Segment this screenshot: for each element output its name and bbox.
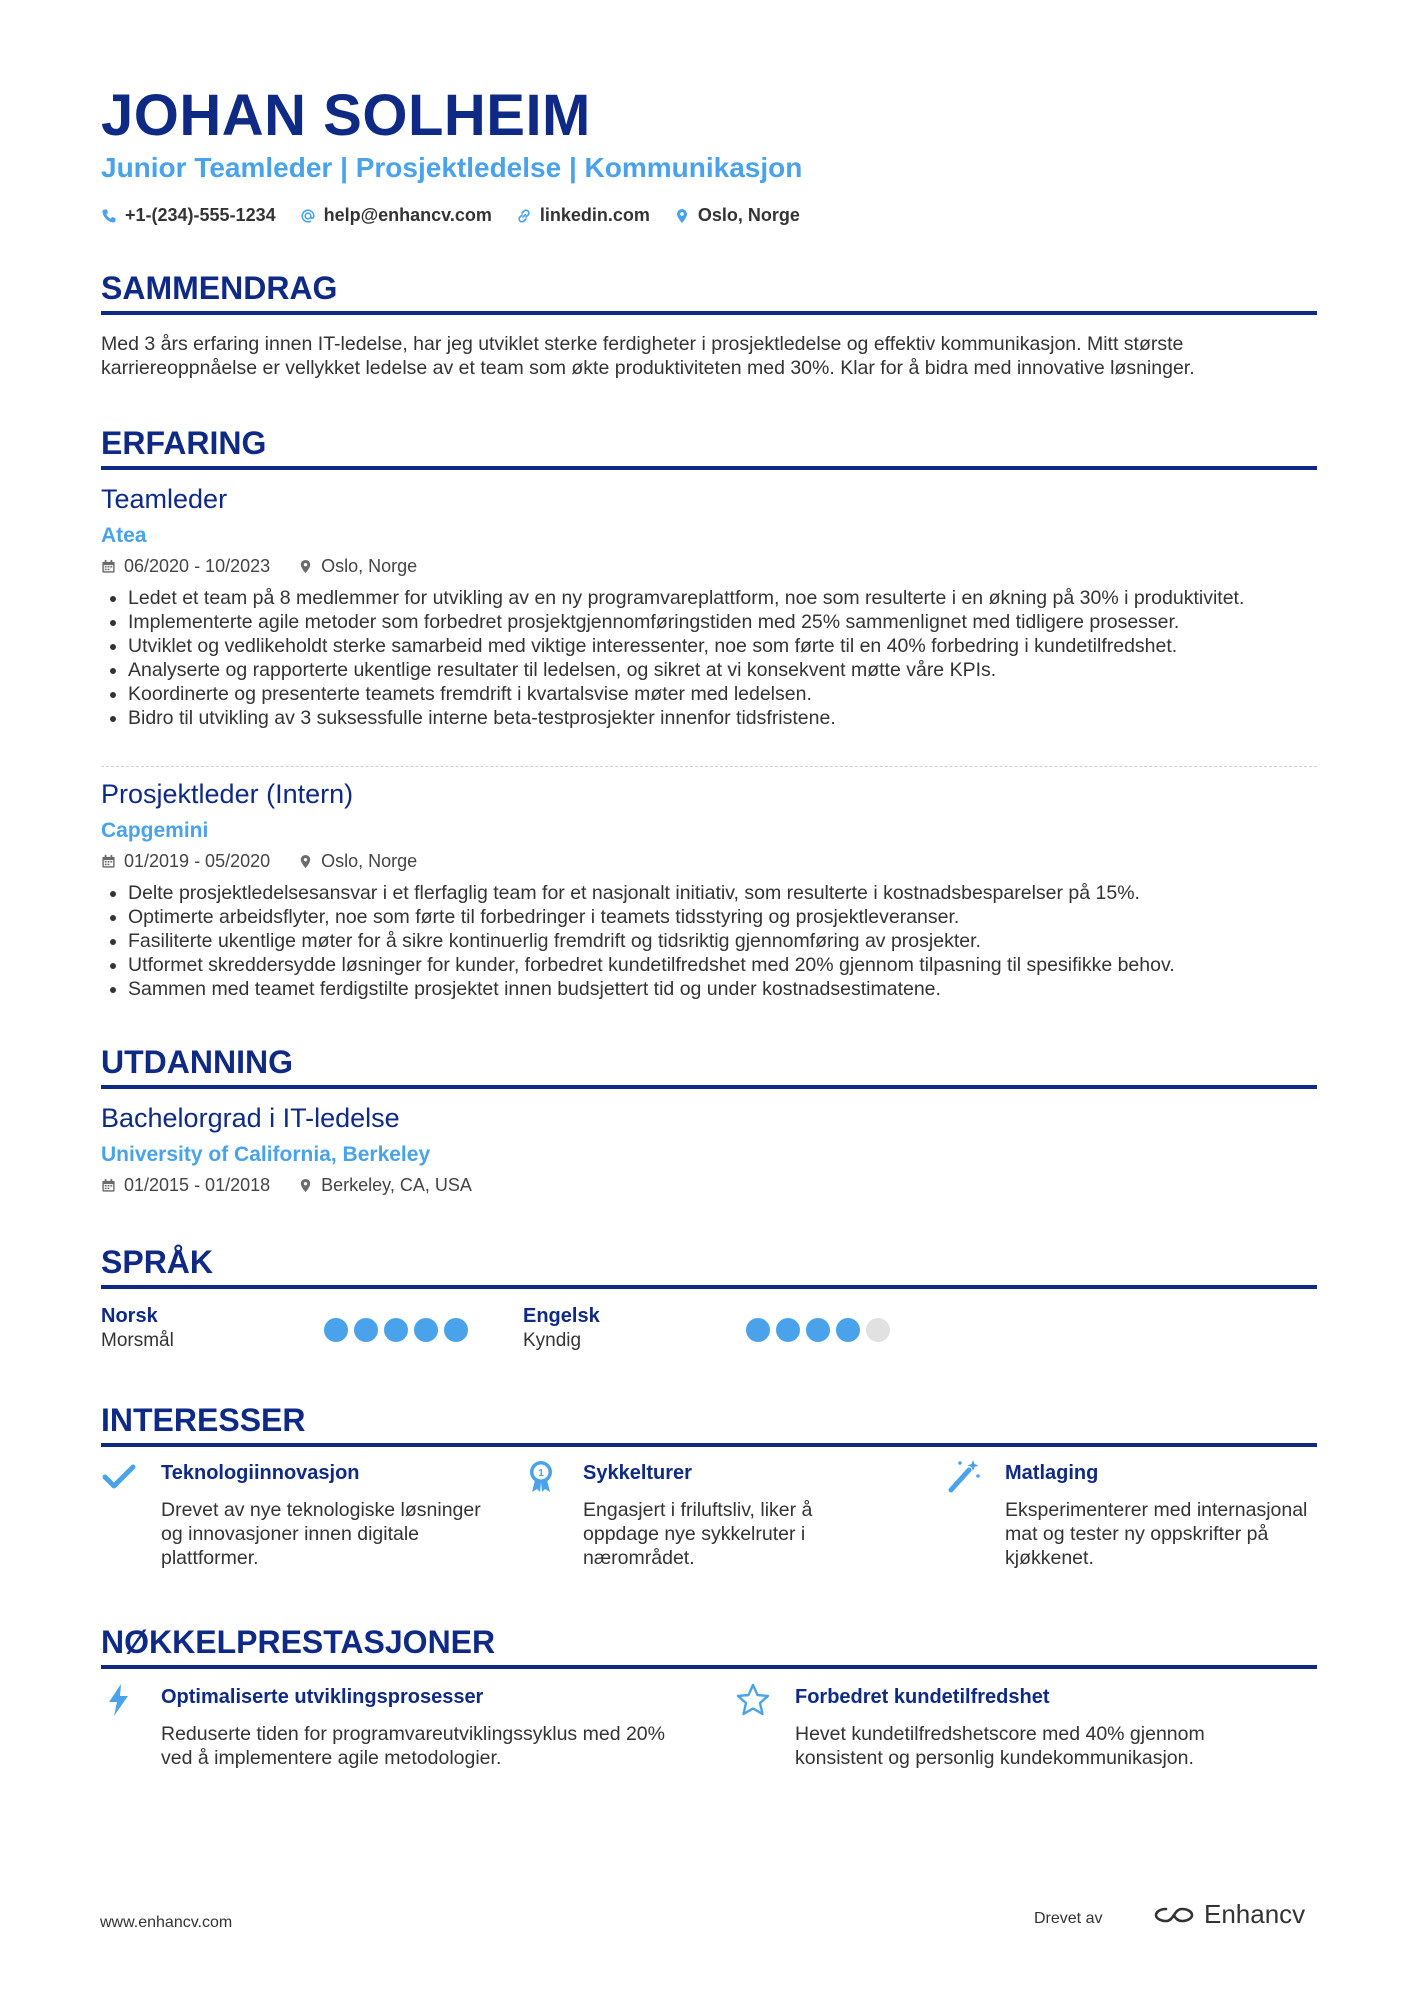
- calendar-icon: [101, 1178, 116, 1193]
- section-divider: [101, 311, 1317, 315]
- language-level: Morsmål: [101, 1330, 174, 1351]
- contact-location: [674, 205, 800, 226]
- education-dates: [101, 1175, 270, 1196]
- footer-powered-by: Drevet av: [1034, 1910, 1103, 1927]
- job-bullet: • Koordinerte og presenterte teamets fremdrift i kvartalsvise møter med ledelsen.: [128, 682, 1298, 706]
- job-bullet: • Optimerte arbeidsflyter, noe som førte til forbedringer i teamets tidsstyring og prosjektleveranser.: [128, 905, 1298, 929]
- job-meta: [101, 851, 445, 872]
- rating-dot: [444, 1318, 468, 1342]
- footer-website[interactable]: www.enhancv.com: [100, 1914, 233, 1931]
- job-location-text: Oslo, Norge: [321, 851, 418, 871]
- summary-text: Med 3 års erfaring innen IT-ledelse, har jeg utviklet sterke ferdigheter i prosjektledelse og effektiv kommunikasjon. Mitt største karriereoppnåelse er vellykket ledelse av et team som økte produktiviteten med 30%. Klar for å bidra med innovative løsninger.: [101, 333, 1195, 379]
- job-title: Teamleder: [101, 484, 228, 514]
- job-dates: [101, 556, 270, 577]
- job-bullets: [101, 881, 1298, 1001]
- star-icon: [735, 1682, 771, 1718]
- job-meta: [101, 556, 445, 577]
- education-location: [298, 1175, 472, 1196]
- lightning-bolt-icon: [101, 1682, 137, 1718]
- job-bullet: • Utformet skreddersydde løsninger for kunder, forbedret kundetilfredshet med 20% gjennom tilpasning til spesifikke behov.: [128, 953, 1298, 977]
- rating-dot: [746, 1318, 770, 1342]
- interest-item: [101, 1458, 501, 1578]
- section-divider: [101, 1665, 1317, 1669]
- job-bullets: [101, 586, 1298, 730]
- section-title-experience: ERFARING: [101, 425, 267, 461]
- svg-text:1: 1: [538, 1468, 544, 1479]
- section-title-education: UTDANNING: [101, 1044, 293, 1080]
- education-location-text: Berkeley, CA, USA: [321, 1175, 472, 1195]
- at-icon: [300, 208, 316, 224]
- language-item: [523, 1305, 600, 1352]
- interest-title: Teknologiinnovasjon: [161, 1462, 360, 1484]
- contact-linkedin-text: linkedin.com: [539, 205, 650, 225]
- job-bullet: • Analyserte og rapporterte ukentlige resultater til ledelsen, og sikret at vi konsekvent møtte våre KPIs.: [128, 658, 1298, 682]
- rating-dot: [806, 1318, 830, 1342]
- achievement-item: [101, 1682, 701, 1782]
- contact-location-text: Oslo, Norge: [697, 205, 800, 225]
- section-title-languages: SPRÅK: [101, 1244, 214, 1280]
- interest-desc: Drevet av nye teknologiske løsninger og innovasjoner innen digitale plattformer.: [161, 1499, 481, 1569]
- location-icon: [298, 559, 313, 574]
- job-dates-text: 01/2019 - 05/2020: [124, 851, 271, 871]
- job-bullet: • Implementerte agile metoder som forbedret prosjektgjennomføringstiden med 25% sammenlignet med tidligere prosesser.: [128, 610, 1298, 634]
- job-title: Prosjektleder (Intern): [101, 779, 354, 809]
- location-icon: [298, 1178, 313, 1193]
- location-icon: [298, 854, 313, 869]
- job-bullet: • Ledet et team på 8 medlemmer for utvikling av en ny programvareplattform, noe som resulterte i en økning på 30% i produktivitet.: [128, 586, 1298, 610]
- brand-logo[interactable]: [1152, 1899, 1305, 1930]
- rating-dot: [384, 1318, 408, 1342]
- rating-dot: [866, 1318, 890, 1342]
- interest-title: Matlaging: [1005, 1462, 1099, 1484]
- contact-bar: [101, 205, 800, 226]
- language-level: Kyndig: [523, 1330, 582, 1351]
- contact-email-text: help@enhancv.com: [323, 205, 492, 225]
- job-dates: [101, 851, 270, 872]
- language-name: Engelsk: [523, 1305, 600, 1327]
- job-company: Atea: [101, 524, 147, 547]
- job-company: Capgemini: [101, 819, 209, 842]
- school-name: University of California, Berkeley: [101, 1143, 431, 1166]
- calendar-icon: [101, 854, 116, 869]
- rating-dot: [836, 1318, 860, 1342]
- enhancv-logo-icon: [1152, 1903, 1196, 1927]
- rating-dot: [414, 1318, 438, 1342]
- contact-phone-text: +1-(234)-555-1234: [125, 205, 276, 225]
- rating-dot: [776, 1318, 800, 1342]
- language-name: Norsk: [101, 1305, 158, 1327]
- section-divider: [101, 1443, 1317, 1447]
- section-divider: [101, 466, 1317, 470]
- location-icon: [674, 208, 690, 224]
- section-title-summary: SAMMENDRAG: [101, 270, 338, 306]
- job-bullet: • Bidro til utvikling av 3 suksessfulle interne beta-testprosjekter innenfor tidsfristene.: [128, 706, 1298, 730]
- achievement-title: Optimaliserte utviklingsprosesser: [161, 1686, 484, 1708]
- job-location-text: Oslo, Norge: [321, 556, 418, 576]
- section-title-achievements: NØKKELPRESTASJONER: [101, 1624, 496, 1660]
- magic-wand-icon: [945, 1458, 981, 1494]
- job-bullet: • Delte prosjektledelsesansvar i et flerfaglig team for et nasjonalt initiativ, som resulterte i kostnadsbesparelser på 15%.: [128, 881, 1298, 905]
- award-ribbon-icon: [523, 1458, 559, 1494]
- interest-desc: Eksperimenterer med internasjonal mat og tester ny oppskrifter på kjøkkenet.: [1005, 1499, 1308, 1569]
- candidate-name: JOHAN SOLHEIM: [101, 83, 591, 148]
- job-bullet: • Sammen med teamet ferdigstilte prosjektet innen budsjettert tid og under kostnadsestimatene.: [128, 977, 1298, 1001]
- degree-title: Bachelorgrad i IT-ledelse: [101, 1103, 400, 1133]
- job-location: [298, 556, 417, 577]
- interest-item: [523, 1458, 923, 1578]
- section-title-interests: INTERESSER: [101, 1402, 306, 1438]
- achievement-desc: Hevet kundetilfredshetscore med 40% gjennom konsistent og personlig kundekommunikasjon.: [795, 1723, 1205, 1769]
- rating-dot: [354, 1318, 378, 1342]
- job-location: [298, 851, 417, 872]
- language-rating: [324, 1318, 468, 1342]
- education-dates-text: 01/2015 - 01/2018: [124, 1175, 271, 1195]
- section-divider: [101, 1085, 1317, 1089]
- interest-item: [945, 1458, 1317, 1578]
- link-icon: [516, 208, 532, 224]
- job-separator: [101, 766, 1317, 767]
- contact-linkedin[interactable]: [516, 205, 650, 226]
- section-divider: [101, 1285, 1317, 1289]
- checkmark-icon: [101, 1458, 137, 1494]
- job-dates-text: 06/2020 - 10/2023: [124, 556, 271, 576]
- language-item: [101, 1305, 174, 1352]
- education-meta: [101, 1175, 500, 1196]
- phone-icon: [101, 208, 117, 224]
- job-bullet: • Utviklet og vedlikeholdt sterke samarbeid med viktige interessenter, noe som førte til en 40% forbedring i kundetilfredshet.: [128, 634, 1298, 658]
- brand-name: Enhancv: [1204, 1899, 1306, 1929]
- job-bullet: • Fasiliterte ukentlige møter for å sikre kontinuerlig fremdrift og tidsriktig gjennomføring av prosjekter.: [128, 929, 1298, 953]
- contact-email[interactable]: [300, 205, 492, 226]
- interest-desc: Engasjert i friluftsliv, liker å oppdage nye sykkelruter i nærområdet.: [583, 1499, 813, 1569]
- candidate-headline: Junior Teamleder | Prosjektledelse | Kommunikasjon: [101, 152, 803, 183]
- interest-title: Sykkelturer: [583, 1462, 692, 1484]
- achievement-title: Forbedret kundetilfredshet: [795, 1686, 1050, 1708]
- achievement-desc: Reduserte tiden for programvareutviklingssyklus med 20% ved å implementere agile metodologier.: [161, 1723, 665, 1769]
- rating-dot: [324, 1318, 348, 1342]
- language-rating: [746, 1318, 890, 1342]
- achievement-item: [735, 1682, 1315, 1782]
- calendar-icon: [101, 559, 116, 574]
- contact-phone: [101, 205, 276, 226]
